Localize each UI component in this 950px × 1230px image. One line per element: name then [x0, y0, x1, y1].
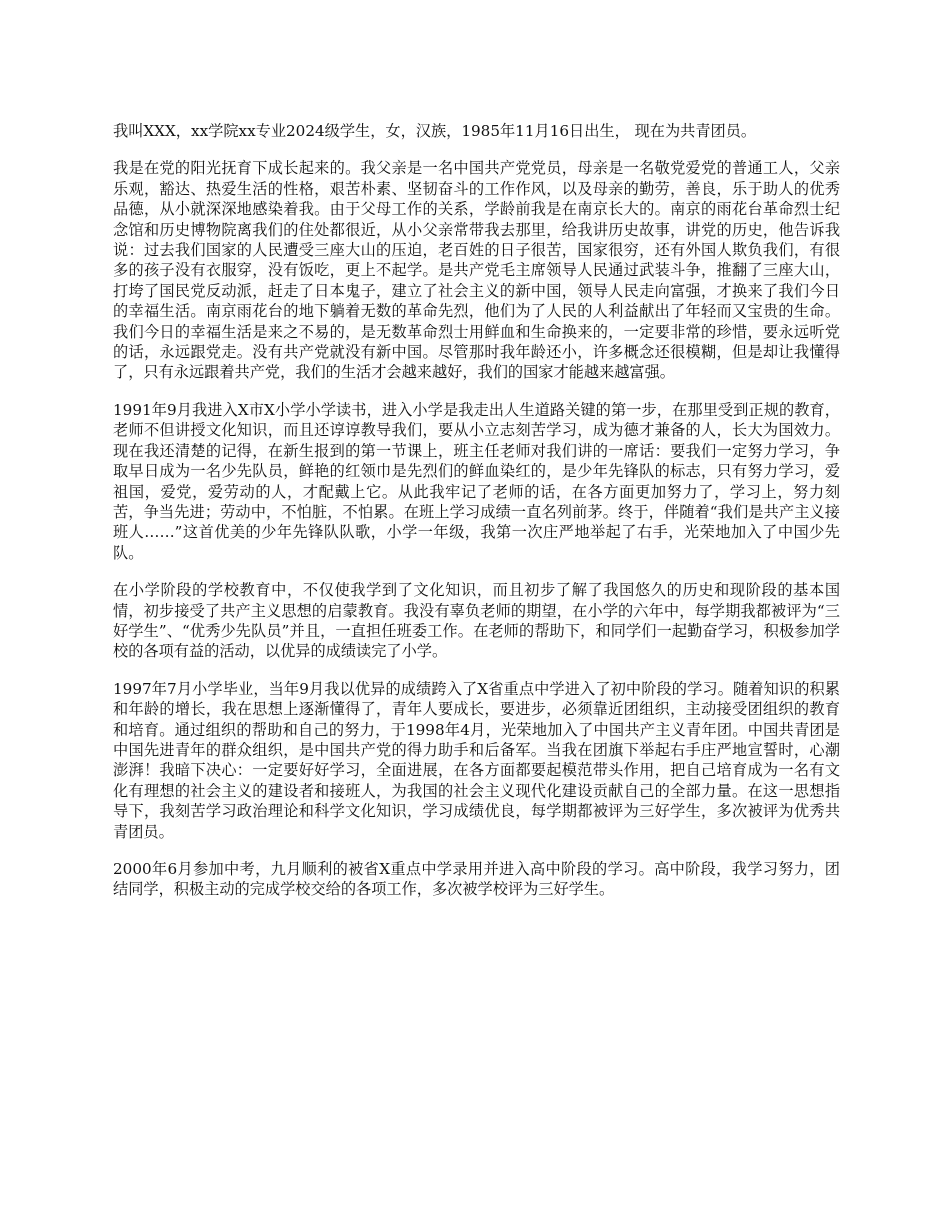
paragraph-high-school: 2000年6月参加中考，九月顺利的被省X重点中学录用并进入高中阶段的学习。高中阶段，我学习努力，团结同学，积极主动的完成学校交给的各项工作，多次被学校评为三好学生。: [113, 860, 840, 899]
paragraph-childhood: 我是在党的阳光抚育下成长起来的。我父亲是一名中国共产党党员，母亲是一名敬党爱党的普通工人，父亲乐观，豁达、热爱生活的性格，艰苦朴素、坚韧奋斗的工作作风，以及母亲的勤劳，善良，乐于助人的优秀品德，从小就深深地感染着我。由于父母工作的关系，学龄前我是在南京长大的。南京的雨花台革命烈士纪念馆和历史博物院离我们的住处都很近，从小父亲常带我去那里，给我讲历史故事，讲党的历史，他告诉我说：过去我们国家的人民遭受三座大山的压迫，老百姓的日子很苦，国家很穷，还有外国人欺负我们，有很多的孩子没有衣服穿，没有饭吃，更上不起学。是共产党毛主席领导人民通过武装斗争，推翻了三座大山，打垮了国民党反动派，赶走了日本鬼子，建立了社会主义的新中国，领导人民走向富强，才换来了我们今日的幸福生活。南京雨花台的地下躺着无数的革命先烈，他们为了人民的人利益献出了年轻而又宝贵的生命。我们今日的幸福生活是来之不易的，是无数革命烈士用鲜血和生命换来的，一定要非常的珍惜，要永远听党的话，永远跟党走。没有共产党就没有新中国。尽管那时我年龄还小，许多概念还很模糊，但是却让我懂得了，只有永远跟着共产党，我们的生活才会越来越好，我们的国家才能越来越富强。: [113, 159, 840, 382]
paragraph-primary-education: 在小学阶段的学校教育中，不仅使我学到了文化知识，而且初步了解了我国悠久的历史和现阶段的基本国情，初步接受了共产主义思想的启蒙教育。我没有辜负老师的期望，在小学的六年中，每学期我都被评为“三好学生”、“优秀少先队员”并且，一直担任班委工作。在老师的帮助下，和同学们一起勤奋学习，积极参加学校的各项有益的活动，以优异的成绩读完了小学。: [113, 581, 840, 661]
paragraph-middle-school: 1997年7月小学毕业，当年9月我以优异的成绩跨入了X省重点中学进入了初中阶段的学习。随着知识的积累和年龄的增长，我在思想上逐渐懂得了，青年人要成长，要进步，必须靠近团组织，主动接受团组织的教育和培育。通过组织的帮助和自己的努力，于1998年4月，光荣地加入了中国共产主义青年团。中国共青团是中国先进青年的群众组织，是中国共产党的得力助手和后备军。当我在团旗下举起右手庄严地宣誓时，心潮澎湃！我暗下决心：一定要好好学习，全面进展，在各方面都要起模范带头作用，把自己培育成为一名有文化有理想的社会主义的建设者和接班人，为我国的社会主义现代化建设贡献自己的全部力量。在这一思想指导下，我刻苦学习政治理论和科学文化知识，学习成绩优良，每学期都被评为三好学生，多次被评为优秀共青团员。: [113, 679, 840, 841]
paragraph-intro: 我叫XXX，xx学院xx专业2024级学生，女，汉族，1985年11月16日出生， 现在为共青团员。: [113, 122, 757, 140]
paragraph-primary-school: 1991年9月我进入X市X小学小学读书，进入小学是我走出人生道路关键的第一步，在那里受到正规的教育，老师不但讲授文化知识，而且还谆谆教导我们，要从小立志刻苦学习，成为德才兼备的人，长大为国效力。现在我还清楚的记得，在新生报到的第一节课上，班主任老师对我们讲的一席话：要我们一定努力学习，争取早日成为一名少先队员，鲜艳的红领巾是先烈们的鲜血染红的，是少年先锋队的标志，只有努力学习，爱祖国，爱党，爱劳动的人，才配戴上它。从此我牢记了老师的话，在各方面更加努力了，学习上，努力刻苦，争当先进；劳动中，不怕脏，不怕累。在班上学习成绩一直名列前茅。终于，伴随着“我们是共产主义接班人……”这首优美的少年先锋队队歌，小学一年级，我第一次庄严地举起了右手，光荣地加入了中国少先队。: [113, 400, 840, 562]
document-page: [113, 121, 840, 917]
